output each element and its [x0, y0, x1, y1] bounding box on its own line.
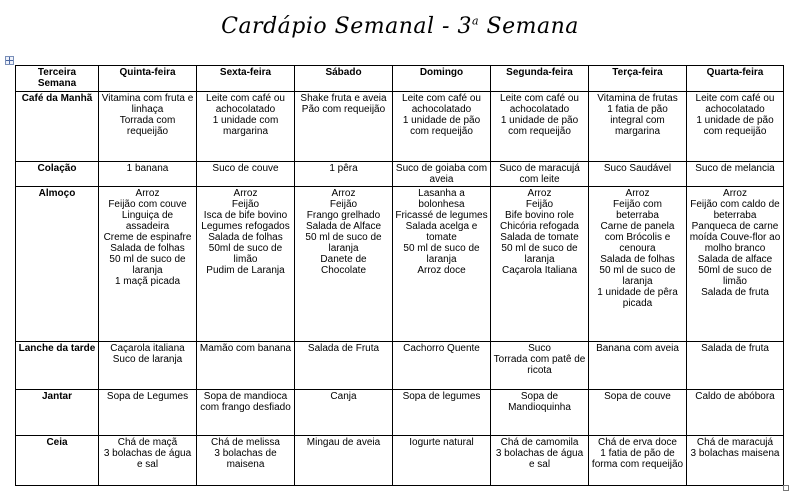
table-move-handle-icon[interactable]: [5, 56, 14, 65]
menu-cell: Lasanha a bolonhesa Fricassé de legumes Salada acelga e tomate 50 ml de suco de laranja Arroz doce: [393, 187, 491, 342]
meal-label: Jantar: [16, 390, 99, 436]
menu-cell: Caldo de abóbora: [687, 390, 784, 436]
menu-cell: Suco de goiaba com aveia: [393, 162, 491, 187]
menu-cell: Chá de maracujá 3 bolachas maisena: [687, 436, 784, 486]
menu-cell: Chá de camomila 3 bolachas de água e sal: [491, 436, 589, 486]
meal-label: Colação: [16, 162, 99, 187]
meal-label: Café da Manhã: [16, 92, 99, 162]
menu-cell: Leite com café ou achocolatado 1 unidade de pão com requeijão: [687, 92, 784, 162]
menu-cell: Sopa de mandioca com frango desfiado: [197, 390, 295, 436]
menu-cell: Chá de erva doce 1 fatia de pão de forma com requeijão: [589, 436, 687, 486]
title-superscript: a: [471, 14, 480, 28]
menu-cell: Mamão com banana: [197, 342, 295, 390]
menu-cell: Salada de Fruta: [295, 342, 393, 390]
menu-cell: Suco Saudável: [589, 162, 687, 187]
menu-cell: 1 pêra: [295, 162, 393, 187]
menu-cell: Arroz Feijão com couve Linguiça de assadeira Creme de espinafre Salada de folhas 50 ml de suco de laranja 1 maçã picada: [99, 187, 197, 342]
menu-cell: Sopa de Mandioquinha: [491, 390, 589, 436]
day-header: Quinta-feira: [99, 66, 197, 92]
menu-cell: Suco Torrada com patê de ricota: [491, 342, 589, 390]
menu-cell: Sopa de Legumes: [99, 390, 197, 436]
menu-cell: Suco de maracujá com leite: [491, 162, 589, 187]
menu-cell: Salada de fruta: [687, 342, 784, 390]
menu-cell: Suco de melancia: [687, 162, 784, 187]
menu-cell: Vitamina com fruta e linhaça Torrada com requeijão: [99, 92, 197, 162]
meal-row-ceia: [16, 436, 784, 486]
menu-cell: Sopa de legumes: [393, 390, 491, 436]
meal-label: Ceia: [16, 436, 99, 486]
day-header: Sexta-feira: [197, 66, 295, 92]
menu-cell: Leite com café ou achocolatado 1 unidade com margarina: [197, 92, 295, 162]
menu-table: [15, 65, 784, 486]
meal-row-jantar: [16, 390, 784, 436]
meal-row-colacao: [16, 162, 784, 187]
day-header: Segunda-feira: [491, 66, 589, 92]
menu-cell: Shake fruta e aveia Pão com requeijão: [295, 92, 393, 162]
meal-label: Lanche da tarde: [16, 342, 99, 390]
day-header: Terça-feira: [589, 66, 687, 92]
menu-cell: Arroz Feijão Frango grelhado Salada de Alface 50 ml de suco de laranja Danete de Chocolate: [295, 187, 393, 342]
meal-row-lanche-da-tarde: [16, 342, 784, 390]
day-header: Sábado: [295, 66, 393, 92]
header-row: [16, 66, 784, 92]
menu-cell: Leite com café ou achocolatado 1 unidade de pão com requeijão: [491, 92, 589, 162]
day-header: Quarta-feira: [687, 66, 784, 92]
menu-cell: Sopa de couve: [589, 390, 687, 436]
title-text: Cardápio Semanal - 3: [221, 14, 472, 39]
menu-cell: Canja: [295, 390, 393, 436]
menu-cell: Suco de couve: [197, 162, 295, 187]
menu-cell: Arroz Feijão com caldo de beterraba Panqueca de carne moída Couve-flor ao molho branco Salada de alface 50ml de suco de limão Salada de fruta: [687, 187, 784, 342]
day-header: Domingo: [393, 66, 491, 92]
menu-cell: Mingau de aveia: [295, 436, 393, 486]
page-title: [0, 14, 800, 39]
meal-row-cafe-da-manha: [16, 92, 784, 162]
menu-cell: Arroz Feijão com beterraba Carne de panela com Brócolis e cenoura Salada de folhas 50 ml de suco de laranja 1 unidade de pêra picada: [589, 187, 687, 342]
meal-row-almoco: [16, 187, 784, 342]
menu-cell: Chá de maçã 3 bolachas de água e sal: [99, 436, 197, 486]
menu-cell: Vitamina de frutas 1 fatia de pão integral com margarina: [589, 92, 687, 162]
menu-cell: Arroz Feijão Isca de bife bovino Legumes refogados Salada de folhas 50ml de suco de limão Pudim de Laranja: [197, 187, 295, 342]
menu-cell: Iogurte natural: [393, 436, 491, 486]
menu-cell: Chá de melissa 3 bolachas de maisena: [197, 436, 295, 486]
menu-cell: Cachorro Quente: [393, 342, 491, 390]
meal-label: Almoço: [16, 187, 99, 342]
menu-cell: Banana com aveia: [589, 342, 687, 390]
menu-cell: Leite com café ou achocolatado 1 unidade de pão com requeijão: [393, 92, 491, 162]
table-resize-handle[interactable]: [783, 485, 789, 491]
corner-header: Terceira Semana: [16, 66, 99, 92]
menu-cell: 1 banana: [99, 162, 197, 187]
menu-cell: Caçarola italiana Suco de laranja: [99, 342, 197, 390]
title-text-end: Semana: [479, 14, 579, 39]
menu-cell: Arroz Feijão Bife bovino role Chicória refogada Salada de tomate 50 ml de suco de laranja Caçarola Italiana: [491, 187, 589, 342]
